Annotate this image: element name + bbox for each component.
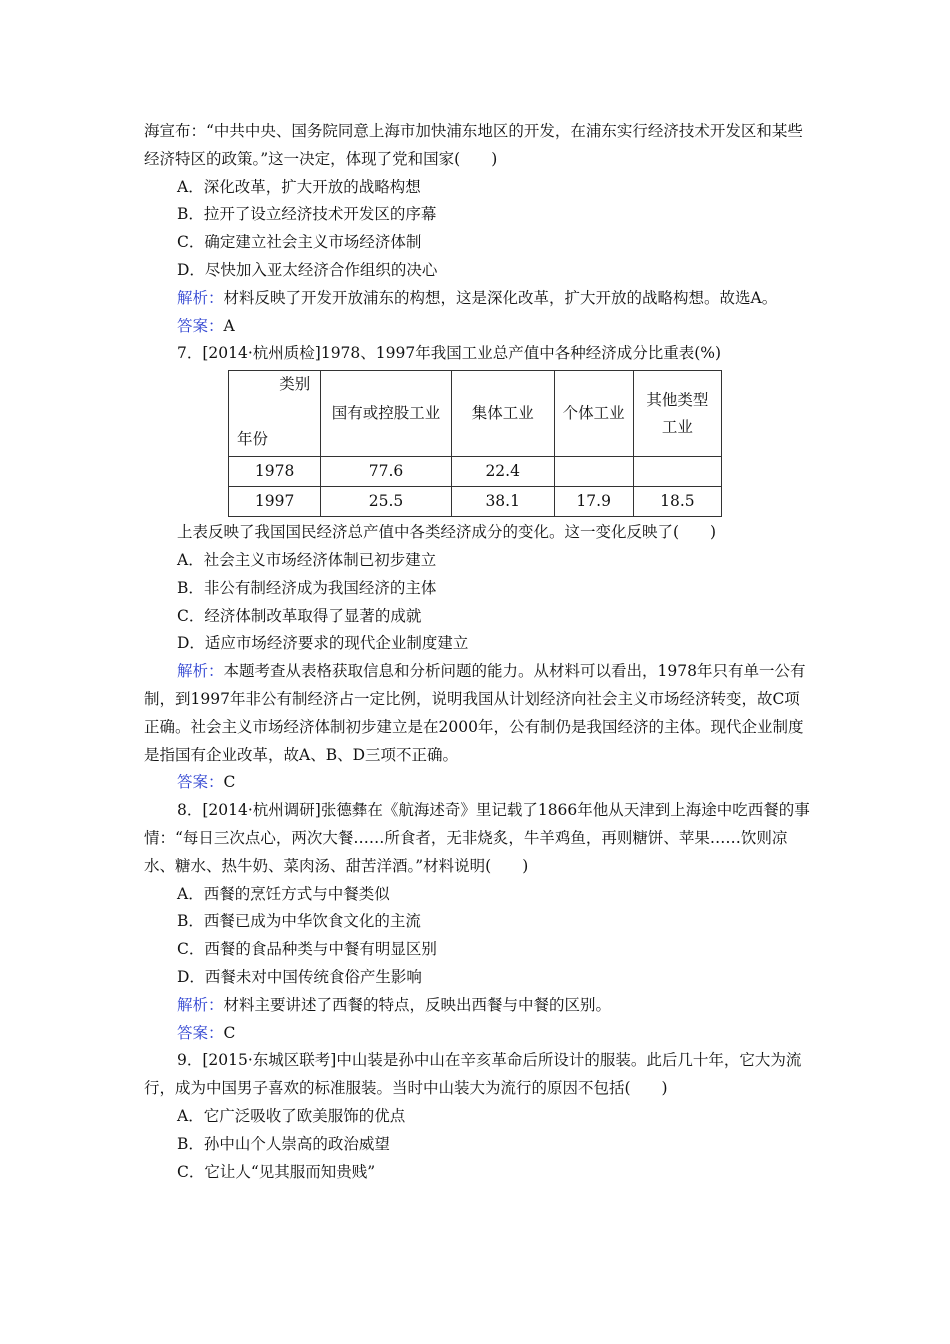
corner-category-label: 类别 — [279, 375, 311, 394]
q8-analysis-label: 解析： — [177, 995, 224, 1014]
table-header-row — [229, 371, 722, 457]
header-individual: 个体工业 — [554, 371, 633, 457]
q7-answer — [144, 769, 812, 797]
q7-stem: 7．[2014·杭州质检]1978、1997年我国工业总产值中各种经济成分比重表(%) — [177, 344, 722, 363]
q8-answer — [144, 1020, 812, 1048]
cell-value — [633, 457, 721, 487]
q7-option-a: A．社会主义市场经济体制已初步建立 — [177, 550, 437, 569]
q8-answer-label: 答案： — [177, 1023, 224, 1042]
q8-option-a: A．西餐的烹饪方式与中餐类似 — [177, 884, 390, 903]
q9-option-c: C．它让人“见其服而知贵贱” — [177, 1162, 376, 1181]
corner-year-label: 年份 — [237, 430, 269, 449]
cell-value: 22.4 — [451, 457, 554, 487]
document-page — [144, 118, 812, 1186]
q7-answer-label: 答案： — [177, 773, 224, 792]
q9-stem: 9．[2015·东城区联考]中山装是孙中山在辛亥革命后所设计的服装。此后几十年，它大为流行，成为中国男子喜欢的标准服装。当时中山装大为流行的原因不包括( ) — [144, 1051, 802, 1098]
q6-option-d: D．尽快加入亚太经济合作组织的决心 — [177, 260, 438, 279]
q6-option-c: C．确定建立社会主义市场经济体制 — [177, 233, 422, 252]
header-other: 其他类型工业 — [633, 371, 721, 457]
header-collective: 集体工业 — [451, 371, 554, 457]
q8-analysis-text: 材料主要讲述了西餐的特点，反映出西餐与中餐的区别。 — [223, 995, 612, 1014]
header-state-owned: 国有或控股工业 — [321, 371, 451, 457]
cell-value: 18.5 — [633, 487, 721, 517]
q7-analysis-label: 解析： — [177, 662, 224, 681]
cell-value — [554, 457, 633, 487]
q8-option-b: B．西餐已成为中华饮食文化的主流 — [177, 912, 421, 931]
q6-option-b: B．拉开了设立经济技术开发区的序幕 — [177, 205, 437, 224]
table-corner-cell — [229, 371, 321, 457]
cell-value: 38.1 — [451, 487, 554, 517]
q8-analysis — [144, 992, 812, 1020]
q7-option-d: D．适应市场经济要求的现代企业制度建立 — [177, 634, 469, 653]
q6-analysis — [144, 285, 812, 313]
cell-year: 1997 — [229, 487, 321, 517]
cell-value: 77.6 — [321, 457, 451, 487]
q9-option-a: A．它广泛吸收了欧美服饰的优点 — [177, 1106, 406, 1125]
q8-option-c: C．西餐的食品种类与中餐有明显区别 — [177, 940, 437, 959]
table-row — [229, 457, 722, 487]
q7-analysis-text: 本题考查从表格获取信息和分析问题的能力。从材料可以看出，1978年只有单一公有制，到1997年非公有制经济占一定比例，说明我国从计划经济向社会主义市场经济转变，故C项正确。社会主义市场经济体制初步建立是在2000年，公有制仍是我国经济的主体。现代企业制度是指国有企业改革，故A、B、D三项不正确。 — [144, 662, 806, 764]
q8-stem: 8．[2014·杭州调研]张德彝在《航海述奇》里记载了1866年他从天津到上海途中吃西餐的事情：“每日三次点心，两次大餐……所食者，无非烧炙，牛羊鸡鱼，再则糖饼、苹果……饮则凉水、糖水、热牛奶、菜肉汤、甜苦洋酒。”材料说明( ) — [144, 801, 810, 875]
q6-option-a: A．深化改革，扩大开放的战略构想 — [177, 177, 421, 196]
cell-value: 17.9 — [554, 487, 633, 517]
q8-answer-value: C — [223, 1023, 236, 1042]
cell-year: 1978 — [229, 457, 321, 487]
q6-stem: 海宣布：“中共中央、国务院同意上海市加快浦东地区的开发，在浦东实行经济技术开发区和某些经济特区的政策。”这一决定，体现了党和国家( ) — [144, 122, 803, 168]
q6-answer-label: 答案： — [177, 316, 224, 335]
cell-value: 25.5 — [321, 487, 451, 517]
q7-answer-value: C — [223, 773, 236, 792]
q6-analysis-label: 解析： — [177, 288, 224, 307]
q7-question: 上表反映了我国国民经济总产值中各类经济成分的变化。这一变化反映了( ) — [177, 523, 717, 542]
q6-answer-value: A — [223, 316, 235, 335]
q7-option-c: C．经济体制改革取得了显著的成就 — [177, 606, 422, 625]
q7-analysis — [144, 658, 812, 769]
q6-analysis-text: 材料反映了开发开放浦东的构想，这是深化改革，扩大开放的战略构想。故选A。 — [223, 288, 778, 307]
q6-answer — [144, 313, 812, 341]
q7-table — [228, 370, 722, 517]
table-row — [229, 487, 722, 517]
q8-option-d: D．西餐未对中国传统食俗产生影响 — [177, 967, 422, 986]
q9-option-b: B．孙中山个人崇高的政治威望 — [177, 1134, 390, 1153]
q7-option-b: B．非公有制经济成为我国经济的主体 — [177, 578, 437, 597]
